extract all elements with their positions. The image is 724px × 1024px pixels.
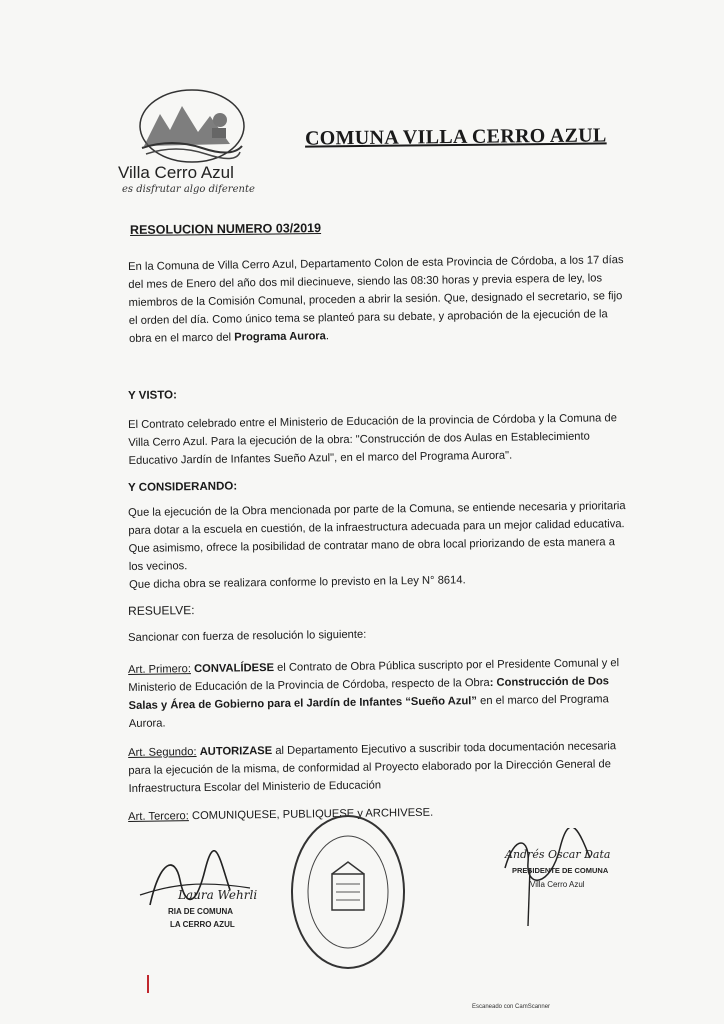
considerando-line: para dotar a la escuela en cuestión, de la infraestructura adecuada para un mejor calidad educativa.: [128, 518, 625, 537]
official-seal-icon: [288, 812, 408, 972]
page-title: COMUNA VILLA CERRO AZUL: [304, 124, 607, 150]
considerando-paragraph: [128, 497, 629, 594]
logo-tagline: es disfrutar algo diferente: [122, 184, 255, 195]
article-second-label: Art. Segundo:: [128, 746, 197, 759]
visto-heading: Y VISTO:: [128, 389, 177, 402]
considerando-line: Que dicha obra se realizara conforme lo previsto en la Ley N° 8614.: [129, 574, 466, 591]
article-second: Art. Segundo: AUTORIZASE al Departamento Ejecutivo a suscribir toda documentación necesaria para la ejecución de la misma, de conformidad al Proyecto elaborado por la Dirección General de Infraestructura Escolar del Ministerio de Educación: [128, 740, 617, 795]
intro-line: obra en el marco del Programa Aurora.: [129, 330, 330, 345]
article-third-label: Art. Tercero:: [128, 810, 189, 823]
intro-line: del mes de Enero del año dos mil diecinueve, siendo las 08:30 horas y previa espera de ley, los: [128, 272, 603, 291]
intro-line: miembros de la Comisión Comunal, proceden a abrir la sesión. Que, designado el secretario, se fijo: [128, 290, 623, 309]
scanner-footer: Escaneado con CamScanner: [472, 1004, 551, 1010]
intro-line: En la Comuna de Villa Cerro Azul, Departamento Colon de esta Provincia de Córdoba, a los 17 días: [128, 254, 624, 273]
right-signer-role: PRESIDENTE DE COMUNA: [512, 866, 609, 875]
considerando-heading: Y CONSIDERANDO:: [128, 480, 238, 494]
intro-line: el orden del día. Como único tema se planteó para su debate, y aprobación de la ejecución de la: [128, 308, 608, 327]
visto-paragraph: [128, 409, 629, 470]
resolution-title: RESOLUCION NUMERO 03/2019: [129, 221, 322, 237]
article-first: Art. Primero: CONVALÍDESE el Contrato de Obra Pública suscripto por el Presidente Comunal y el Ministerio de Educación de la Provincia de Córdoba, respecto de la Obra: Construcción de Dos Salas y Área de Gobierno para el Jardín de Infantes “Sueño Azul” en el marco del Programa Aurora.: [128, 657, 620, 730]
resuelve-heading: RESUELVE:: [128, 603, 195, 618]
right-signer-name: Andrés Oscar Data: [505, 848, 611, 861]
visto-line: Villa Cerro Azul. Para la ejecución de la obra: "Construcción de dos Aulas en Establecimiento: [128, 430, 590, 449]
considerando-line: Que la ejecución de la Obra mencionada por parte de la Comuna, se entiende necesaria y prioritaria: [128, 500, 626, 519]
article-third: Art. Tercero: COMUNIQUESE, PUBLIQUESE y ARCHIVESE.: [128, 806, 434, 823]
scan-mark: [147, 975, 149, 993]
resuelve-intro: Sancionar con fuerza de resolución lo siguiente:: [128, 628, 367, 644]
visto-line: Educativo Jardín de Infantes Sueño Azul", en el marco del Programa Aurora".: [128, 449, 513, 467]
right-signature-icon: [490, 828, 620, 928]
visto-line: El Contrato celebrado entre el Ministerio de Educación de la provincia de Córdoba y la Comuna de: [128, 412, 617, 431]
right-signer-place: Villa Cerro Azul: [530, 880, 585, 889]
left-signer-place: LA CERRO AZUL: [170, 920, 235, 929]
article-first-label: Art. Primero:: [128, 663, 192, 676]
intro-paragraph: [128, 251, 629, 348]
logo-name: Villa Cerro Azul: [118, 163, 234, 182]
considerando-line: Que asimismo, ofrece la posibilidad de contratar mano de obra local priorizando de esta manera a: [128, 536, 615, 555]
left-signer-name: Laura Wehrli: [178, 888, 258, 902]
left-signer-role: RIA DE COMUNA: [168, 907, 234, 916]
considerando-line: los vecinos.: [128, 560, 188, 573]
